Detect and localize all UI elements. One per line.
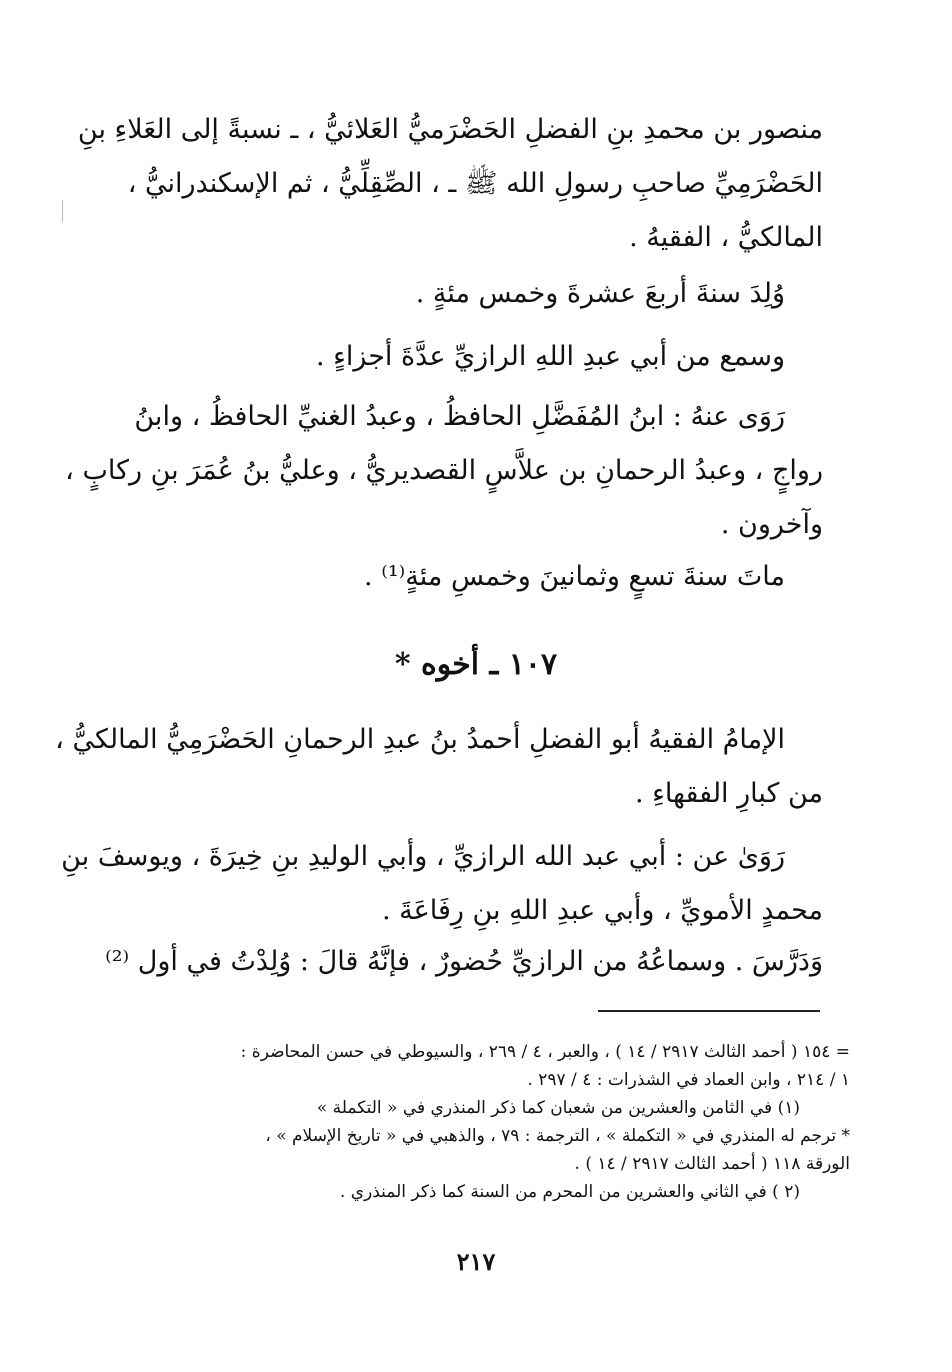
entry-107-studied — [105, 935, 823, 989]
text-line: وُلِدَ سنةَ أربعَ عشرةَ وخمس مئةٍ . — [415, 278, 785, 309]
entry-106-death — [160, 550, 785, 604]
entry-106-born — [160, 267, 785, 321]
page-number: ٢١٧ — [456, 1247, 496, 1276]
entry-106-heard — [160, 330, 785, 384]
text-line: رَوَىٰ عن : أبي عبد الله الرازيِّ ، وأبي الوليدِ بنِ خِيرَةَ ، ويوسفَ بنِ — [61, 841, 785, 872]
text-line: وَدَرَّسَ . وسماعُهُ من الرازيِّ حُضورٌ ، فإنَّهُ قالَ : وُلِدْتُ في أول ⁽²⁾ — [105, 946, 823, 977]
text-line: محمدٍ الأمويِّ ، وأبي عبدِ اللهِ بنِ رِفَاعَةَ . — [381, 895, 823, 926]
entry-107-heading: ١٠٧ ـ أخوه * — [394, 647, 558, 682]
text-line: وسمع من أبي عبدِ اللهِ الرازيِّ عدَّةَ أجزاءٍ . — [315, 341, 785, 372]
text-line: الإمامُ الفقيهُ أبو الفضلِ أحمدُ بنُ عبدِ الرحمانِ الحَضْرَمِيُّ المالكيُّ ، — [55, 724, 785, 755]
footnote-line: = ١٥٤ ( أحمد الثالث ٢٩١٧ / ١٤ ) ، والعبر ، ٤ / ٢٦٩ ، والسيوطي في حسن المحاضرة : — [240, 1042, 850, 1062]
text-line: من كبارِ الفقهاءِ . — [634, 778, 823, 809]
text-line: ماتَ سنةَ تسعٍ وثمانينَ وخمسِ مئةٍ⁽¹⁾ . — [364, 561, 785, 592]
entry-107-narrators — [61, 830, 823, 938]
text-line: الحَضْرَمِيِّ صاحبِ رسولِ الله ﷺ ـ ، الصِّقِلِّيُّ ، ثم الإسكندرانيُّ ، — [127, 168, 823, 199]
text-line: المالكيُّ ، الفقيهُ . — [629, 222, 823, 253]
footnote-line: * ترجم له المنذري في « التكملة » ، الترجمة : ٧٩ ، والذهبي في « تاريخ الإسلام » ، — [265, 1126, 850, 1146]
footnote-line: الورقة ١١٨ ( أحمد الثالث ٢٩١٧ / ١٤ ) . — [574, 1154, 850, 1174]
footnote-line: (٢ ) في الثاني والعشرين من المحرم من السنة كما ذكر المنذري . — [339, 1182, 800, 1202]
text-line: منصور بن محمدِ بنِ الفضلِ الحَضْرَميُّ العَلائيُّ ، ـ نسبةً إلى العَلاءِ بنِ — [77, 114, 823, 145]
entry-106-narrators — [65, 390, 823, 552]
footnote-line: (١) في الثامن والعشرين من شعبان كما ذكر المنذري في « التكملة » — [316, 1098, 800, 1118]
text-line: رَوَى عنهُ : ابنُ المُفَضَّلِ الحافظُ ، وعبدُ الغنيِّ الحافظُ ، وابنُ — [134, 401, 785, 432]
footnote-separator — [598, 1010, 820, 1012]
footnote-line: ١ / ٢١٤ ، وابن العماد في الشذرات : ٤ / ٢٩٧ . — [527, 1070, 850, 1090]
footnotes — [160, 1038, 850, 1206]
text-line: رواجٍ ، وعبدُ الرحمانِ بن علاَّسٍ القصديريُّ ، وعليُّ بنُ عُمَرَ بنِ ركابٍ ، — [65, 455, 823, 486]
margin-mark — [62, 200, 63, 222]
text-line: وآخرون . — [720, 509, 823, 540]
entry-107-intro — [55, 713, 823, 821]
entry-106-intro — [77, 103, 823, 265]
